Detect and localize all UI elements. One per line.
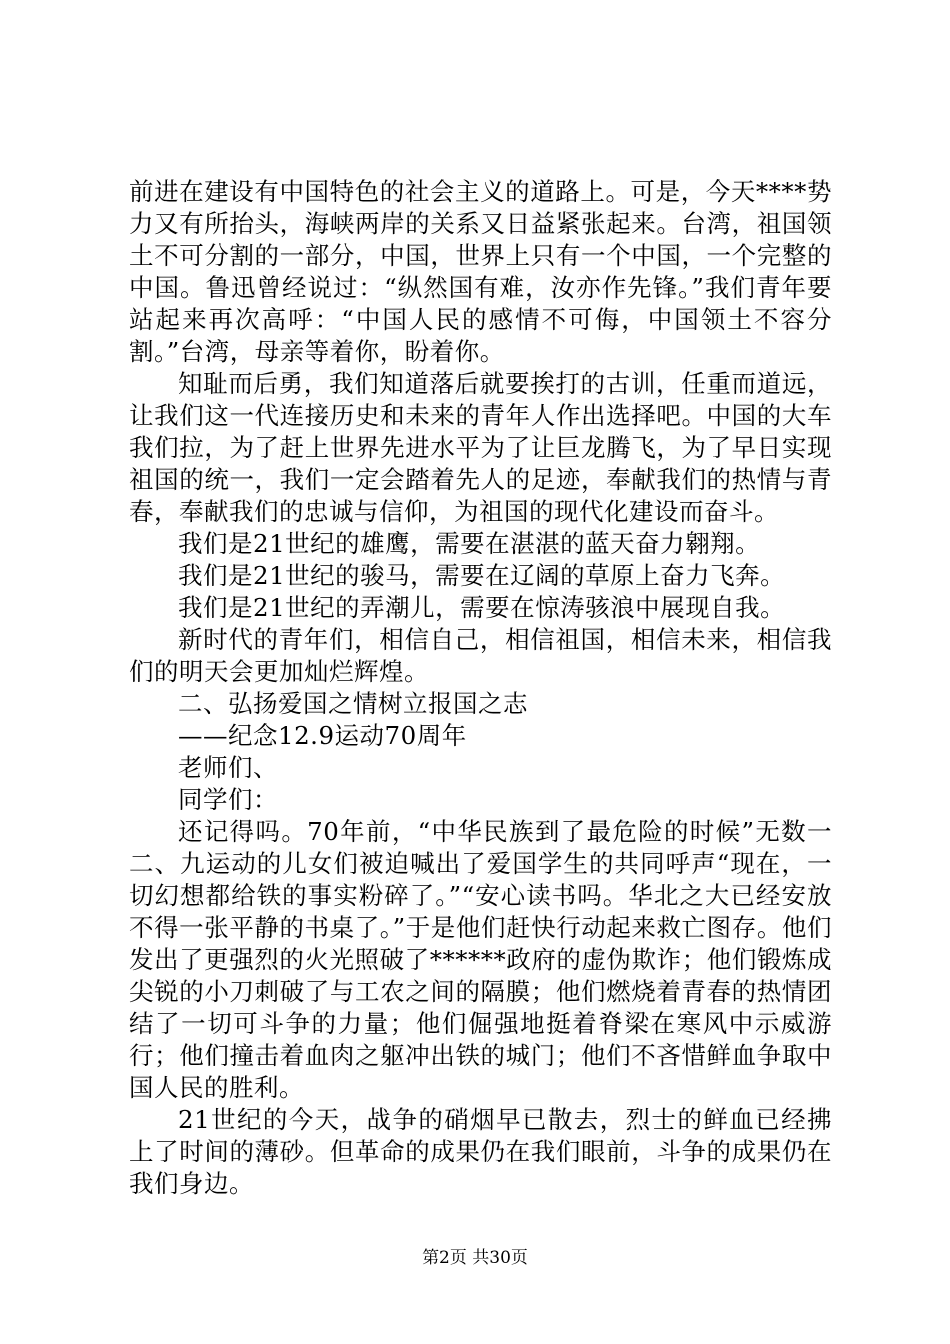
paragraph-5: 我们是21世纪的弄潮儿，需要在惊涛骇浪中展现自我。 [178,593,786,622]
paragraph-3: 我们是21世纪的雄鹰，需要在湛湛的蓝天奋力翱翔。 [178,529,761,558]
paragraph-7: 还记得吗。70年前，“中华民族到了最危险的时候”无数一二、九运动的儿女们被迫喊出了爱国学生的共同呼声“现在，一切幻想都给铁的事实粉碎了。”“安心读书吗。华北之大已经安放不得一张平静的书桌了。”于是他们赶快行动起来救亡图存。他们发出了更强烈的火光照破了******政府的虚伪欺诈；他们锻炼成尖锐的小刀刺破了与工农之间的隔膜；他们燃烧着青春的热情团结了一切可斗争的力量；他们倔强地挺着脊梁在寒风中示威游行；他们撞击着血肉之躯冲出铁的城门；他们不吝惜鲜血争取中国人民的胜利。 [129,817,832,1102]
salutation-teachers: 老师们、 [178,753,278,782]
paragraph-1: 前进在建设有中国特色的社会主义的道路上。可是，今天****势力又有所抬头，海峡两岸的关系又日益紧张起来。台湾，祖国领土不可分割的一部分，中国，世界上只有一个中国，一个完整的中国。鲁迅曾经说过：“纵然国有难，汝亦作先锋。”我们青年要站起来再次高呼：“中国人民的感情不可侮，中国领土不容分割。”台湾，母亲等着你，盼着你。 [129,177,832,366]
paragraph-8: 21世纪的今天，战争的硝烟早已散去，烈士的鲜血已经拂上了时间的薄砂。但革命的成果仍在我们眼前，斗争的成果仍在我们身边。 [129,1105,832,1198]
salutation-students: 同学们： [178,785,278,814]
paragraph-4: 我们是21世纪的骏马，需要在辽阔的草原上奋力飞奔。 [178,561,786,590]
document-body [129,176,832,1200]
section-heading: 二、弘扬爱国之情树立报国之志 [178,689,528,718]
paragraph-2: 知耻而后勇，我们知道落后就要挨打的古训，任重而道远，让我们这一代连接历史和未来的青年人作出选择吧。中国的大车我们拉，为了赶上世界先进水平为了让巨龙腾飞，为了早日实现祖国的统一，我们一定会踏着先人的足迹，奉献我们的热情与青春，奉献我们的忠诚与信仰，为祖国的现代化建设而奋斗。 [129,369,832,526]
paragraph-6: 新时代的青年们，相信自己，相信祖国，相信未来，相信我们的明天会更加灿烂辉煌。 [129,625,832,686]
section-subtitle: ——纪念12.9运动70周年 [178,721,467,750]
page-number-footer: 第2页 共30页 [422,1248,528,1268]
